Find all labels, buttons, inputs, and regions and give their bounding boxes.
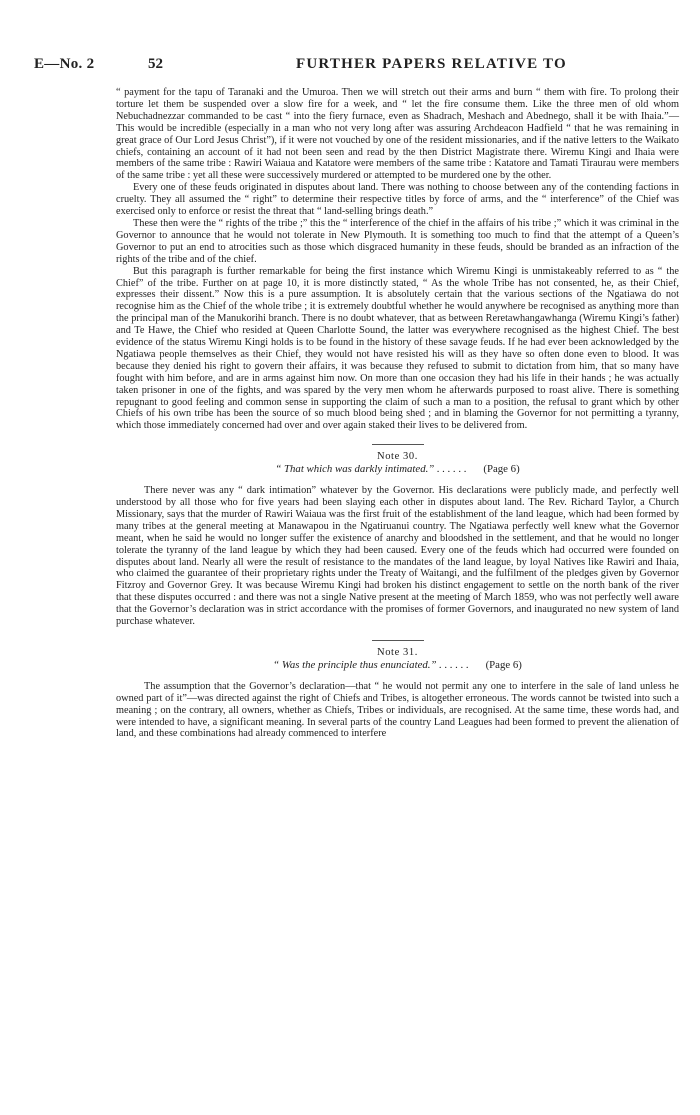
note-30-paragraph: There never was any “ dark intimation” whatever by the Governor. His declarations were publicly made, and perfectly well understood by all those who for five years had been slaying each other in disputes about land. The Rev. Richard Taylor, a Church Missionary, says that the murder of Rawiri Waiaua was the first fruit of the establishment of the land league, which had been formed by many tribes at the general meeting at Manawapou in the Ngatiruanui country. The Ngatiawa perfectly well knew what the Governor meant, when he said he would no longer suffer the existence of anarchy and bloodshed in the settlement, and that he would no longer tolerate the tyranny of the land league by which they had been caused. Every one of the feuds which had occurred were founded on disputes about land. Nearly all were the result of resistance to the mandates of the land league, by loyal Natives like Rawiri and Ihaia, who claimed the guarantee of their proprietary rights under the Treaty of Waitangi, and the fulfilment of the pledges given by Governor Fitzroy and Governor Grey. It was because Wiremu Kingi had broken his distinct engagement to settle on the north bank of the river that these disputes occurred : and there was not a single Native present at the meeting of March 1859, who was not perfectly well aware that the Governor’s declaration was in strict accordance with the promises of former Governors, and inaugurated no new system of land purchase whatever. bbox=[116, 485, 679, 628]
note-30-caption bbox=[116, 464, 679, 476]
section-divider bbox=[372, 640, 424, 641]
paragraph-continued: “ payment for the tapu of Taranaki and the Umuroa. Then we will stretch out their arms and burn “ them with fire. To prolong their torture let them be suspended over a slow fire for a week, and “ let the fire consume them. Like the three men of old whom Nebuchadnezzar commanded to be cast “ into the fiery furnace, even as Shadrach, Meshach and Abednego, shall it be with Ihaia.”—This would be incredible (especially in a man who not very long after was assuring Archdeacon Hadfield “ that he was remaining in great grace of Our Lord Jesus Christ”), if it were not vouched by one of the resident missionaries, and if the native letters to the Waikato chiefs, containing an account of it had not been seen and read by the then District Magistrate there. Wiremu Kingi and Ihaia were members of the same tribe : Rawiri Waiaua and Katatore were members of the same tribe : Katatore and Tamati Tiraurau were members of the same tribe : yet all these were successively murdered or attempted to be murdered one by the other. bbox=[116, 87, 679, 182]
note-30-title: Note 30. bbox=[377, 451, 418, 463]
paragraph-feuds: Every one of these feuds originated in disputes about land. There was nothing to choose between any of the contending factions in cruelty. They all assumed the “ right” to determine their respective titles by force of arms, and the “ interference” of the Chief was exercised only to enforce or resist the threat that “ land-selling brings death.” bbox=[116, 182, 679, 218]
note-30-page-ref: (Page 6) bbox=[483, 463, 520, 476]
note-31-page-ref: (Page 6) bbox=[485, 658, 522, 671]
paragraph-rights-of-tribe: These then were the “ rights of the tribe ;” this the “ interference of the chief in the affairs of his tribe ;” which it was criminal in the Governor to announce that he would not tolerate in New Plymouth. It is something too much to find that the attempt of a Queen’s Governor to put an end to atrocities such as those which disgraced humanity in these feuds, should be branded as an infraction of the rights of the tribe and of the chief. bbox=[116, 217, 679, 265]
running-title: FURTHER PAPERS RELATIVE TO bbox=[296, 56, 567, 72]
paragraph-chief-of-tribe: But this paragraph is further remarkable for being the first instance which Wiremu Kingi is unmistakeably referred to as “ the Chief” of the tribe. Further on at page 10, it is more distinctly stated, “ As the whole Tribe has not consented, he, as their Chief, expresses their dissent.” Now this is a pure assumption. It is absolutely certain that the various sections of the Ngatiawa do not recognise him as the Chief of the whole tribe ; it is extremely doubtful whether he would anywhere be recognised as anything more than the principal man of the Manukorihi branch. There is no doubt whatever, that as between Reretawhangawhanga (Wiremu Kingi’s father) and Te Hawe, the Chief who resided at Queen Charlotte Sound, the latter was everywhere recognised as the highest Chief. The best evidence of the status Wiremu Kingi holds is to be found in the history of these savage feuds. If he had ever been acknowledged by the Ngatiawa people themselves as their Chief, they would not have resisted his will as they have so often done even to blood. It was because they denied his right to govern their affairs, it was because they refused to submit to dictation from him, that so many have fought with him before, and are in arms against him now. On more than one occasion they had his life in their hands ; he was actually taken prisoner in one of the fights, and was spared by the very men whom he afterwards purposed to roast alive. There is something repugnant to good feeling and common sense in supporting the claim of such a man to a position, the refusal to grant which by other Chiefs of his own tribe has been the source of so much blood being shed ; and in blaming the Governor for not permitting a tyranny, which those immediately concerned had over and over again staked their lives to be delivered from. bbox=[116, 265, 679, 432]
note-31-caption bbox=[116, 660, 679, 672]
document-number: E—No. 2 bbox=[34, 56, 95, 72]
note-30-heading bbox=[116, 444, 679, 476]
note-31-title: Note 31. bbox=[377, 646, 418, 658]
page-number: 52 bbox=[148, 56, 163, 72]
note-31-heading bbox=[116, 640, 679, 672]
note-31-quote: “ Was the principle thus enunciated.” . . . . . . bbox=[273, 658, 469, 671]
page-body bbox=[116, 87, 679, 740]
note-31-paragraph: The assumption that the Governor’s declaration—that “ he would not permit any one to interfere in the sale of land unless he owned part of it”—was directed against the right of Chiefs and Tribes, is altogether erroneous. The words cannot be twisted into such a meaning ; on the contrary, all owners, whether as Chiefs, Tribes or individuals, are recognised. At the same time, these words had, and were intended to have, a significant meaning. In several parts of the country Land Leagues had been formed to prevent the alienation of land, and these combinations had already commenced to interfere bbox=[116, 680, 679, 740]
note-30-quote: “ That which was darkly intimated.” . . . . . . bbox=[275, 463, 467, 476]
page-header bbox=[34, 56, 674, 78]
section-divider bbox=[372, 444, 424, 445]
